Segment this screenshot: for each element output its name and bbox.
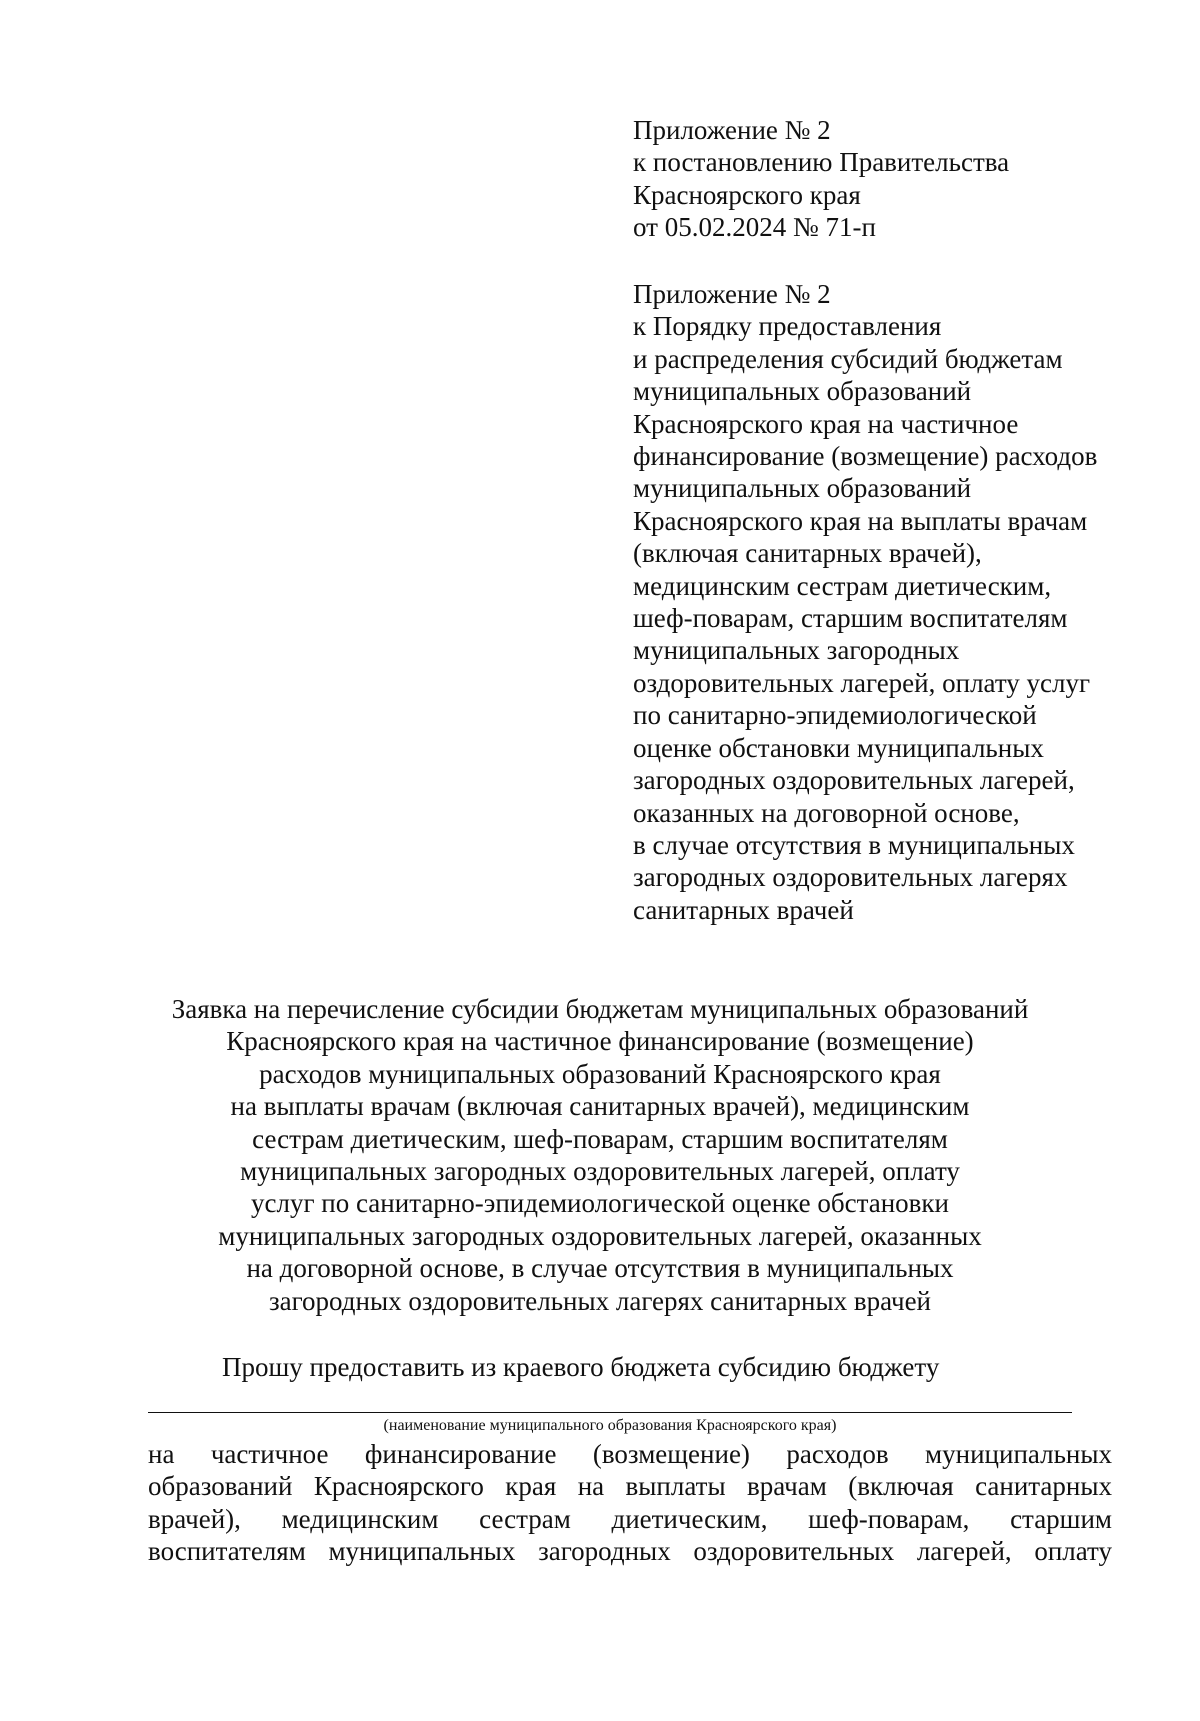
- appendix-line: санитарных врачей: [633, 894, 854, 925]
- municipality-name-caption: (наименование муниципального образования Красноярского края): [383, 1417, 837, 1434]
- appendix-line: загородных оздоровительных лагерях: [633, 862, 1068, 893]
- appendix-line: Приложение № 2: [633, 115, 831, 145]
- appendix-line: к Порядку предоставления: [633, 311, 942, 342]
- appendix-line: муниципальных загородных: [633, 635, 960, 666]
- title-line: муниципальных загородных оздоровительных лагерей, оказанных: [218, 1220, 982, 1251]
- appendix-line: и распределения субсидий бюджетам: [633, 343, 1063, 374]
- paragraph-line: на частичное финансирование (возмещение) расходов муниципальных: [148, 1439, 1112, 1469]
- municipality-name-blank[interactable]: [148, 1412, 1072, 1413]
- appendix-procedure-reference: [633, 278, 1153, 926]
- title-line: на договорной основе, в случае отсутствия в муниципальных: [246, 1253, 954, 1284]
- appendix-line: в случае отсутствия в муниципальных: [633, 829, 1075, 860]
- appendix-line: финансирование (возмещение) расходов: [633, 441, 1098, 472]
- appendix-line: шеф-поварам, старшим воспитателям: [633, 603, 1068, 634]
- appendix-line: оценке обстановки муниципальных: [633, 732, 1044, 763]
- paragraph-line: воспитателям муниципальных загородных оздоровительных лагерей, оплату: [148, 1535, 1112, 1566]
- title-line: сестрам диетическим, шеф-поварам, старшим воспитателям: [252, 1123, 948, 1154]
- title-line: загородных оздоровительных лагерях санитарных врачей: [268, 1285, 931, 1316]
- appendix-line: (включая санитарных врачей),: [633, 538, 982, 569]
- appendix-line: муниципальных образований: [633, 473, 972, 504]
- appendix-resolution-reference: [633, 114, 1153, 244]
- paragraph-line: образований Красноярского края на выплаты врачам (включая санитарных: [148, 1471, 1112, 1502]
- title-line: Заявка на перечисление субсидии бюджетам муниципальных образований: [171, 994, 1029, 1024]
- application-title: [150, 993, 1050, 1317]
- title-line: расходов муниципальных образований Красноярского края: [259, 1058, 941, 1089]
- request-body-paragraph: [148, 1438, 1112, 1567]
- appendix-line: медицинским сестрам диетическим,: [633, 570, 1052, 601]
- appendix-line: загородных оздоровительных лагерей,: [633, 765, 1075, 796]
- appendix-line: Приложение № 2: [633, 279, 831, 309]
- title-line: Красноярского края на частичное финансирование (возмещение): [226, 1026, 974, 1057]
- appendix-line: Красноярского края: [633, 179, 861, 210]
- appendix-line: к постановлению Правительства: [633, 147, 1010, 178]
- appendix-line: оздоровительных лагерей, оплату услуг: [633, 667, 1091, 698]
- appendix-line: муниципальных образований: [633, 376, 972, 407]
- title-line: на выплаты врачам (включая санитарных врачей), медицинским: [230, 1091, 970, 1122]
- appendix-line: Красноярского края на выплаты врачам: [633, 505, 1088, 536]
- appendix-line: оказанных на договорной основе,: [633, 797, 1020, 828]
- request-lead-text: Прошу предоставить из краевого бюджета субсидию бюджету: [222, 1352, 940, 1382]
- appendix-line: от 05.02.2024 № 71-п: [633, 212, 876, 243]
- appendix-line: по санитарно-эпидемиологической: [633, 700, 1037, 731]
- title-line: муниципальных загородных оздоровительных лагерей, оплату: [240, 1156, 960, 1187]
- paragraph-line: врачей), медицинским сестрам диетическим, шеф-поварам, старшим: [148, 1503, 1112, 1534]
- title-line: услуг по санитарно-эпидемиологической оценке обстановки: [251, 1188, 949, 1219]
- appendix-line: Красноярского края на частичное: [633, 408, 1019, 439]
